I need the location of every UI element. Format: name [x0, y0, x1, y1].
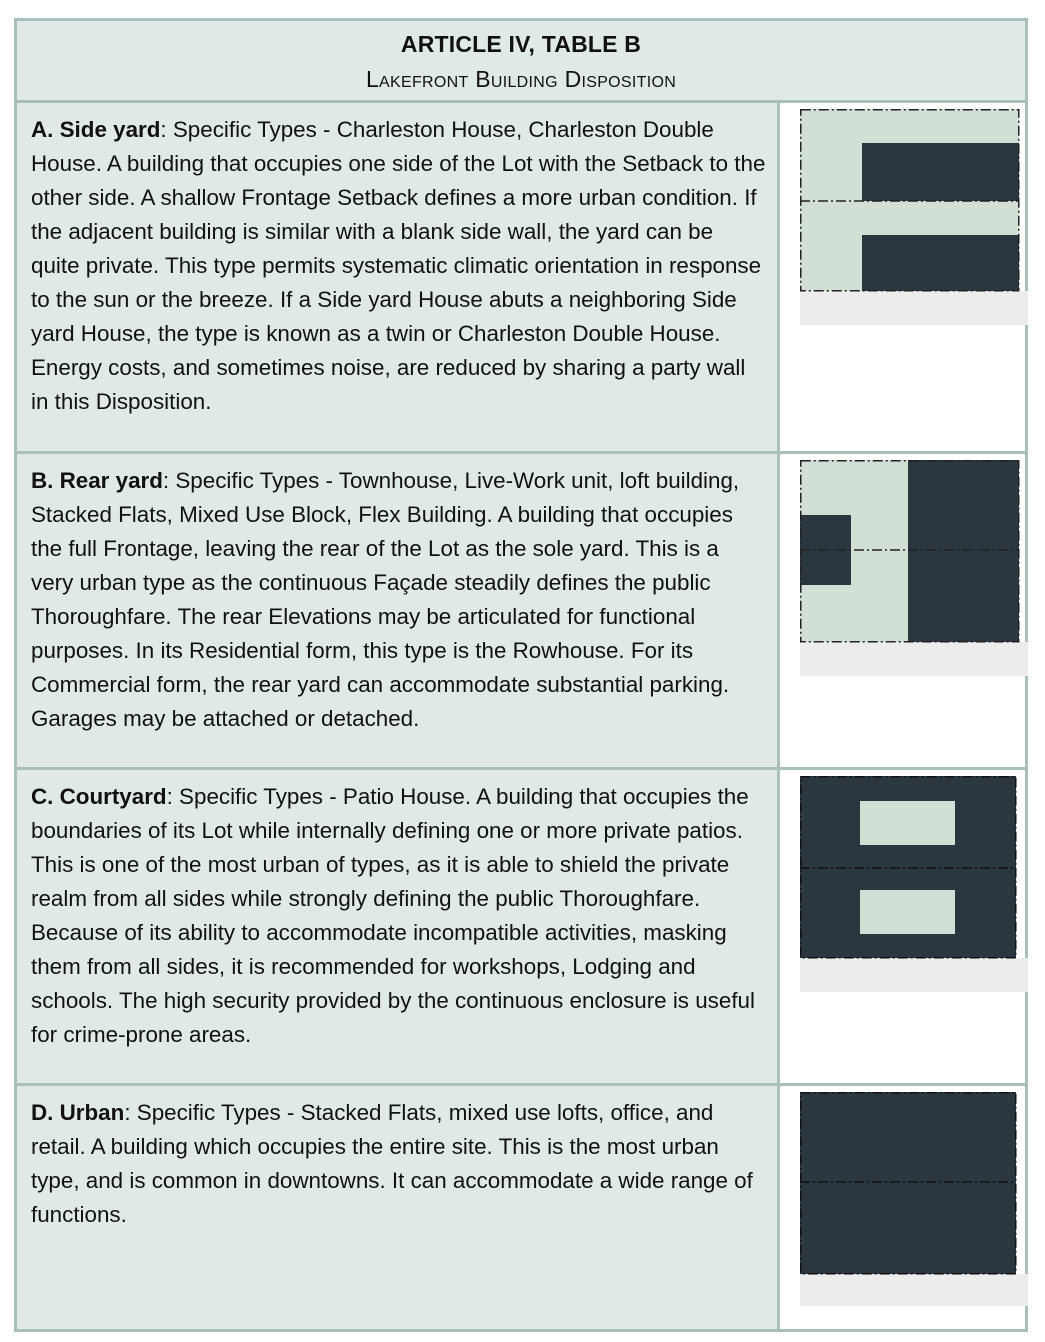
row-description: [17, 770, 780, 1083]
row-heading: A. Side yard: [31, 117, 161, 142]
disposition-table: [14, 18, 1028, 1332]
row-description: [17, 1086, 780, 1329]
courtyard-diagram: [780, 770, 1025, 1083]
table-header: [17, 21, 1025, 103]
table-subtitle: Lakefront Building Disposition: [365, 66, 677, 92]
urban-diagram: [780, 1086, 1025, 1329]
table-row-side-yard: [17, 103, 1025, 454]
row-description: [17, 454, 780, 767]
row-text: : Specific Types - Charleston House, Charleston Double House. A building that occupies one side of the Lot with the Setback to the other side. A shallow Frontage Setback defines a more urban condition. If the adjacent building is similar with a blank side wall, the yard can be quite private. This type permits systematic climatic orientation in response to the sun or the breeze. If a Side yard House abuts a neighboring Side yard House, the type is known as a twin or Charleston Double House. Energy costs, and sometimes noise, are reduced by sharing a party wall in this Disposition.: [31, 117, 766, 414]
table-row-rear-yard: [17, 454, 1025, 770]
table-title: ARTICLE IV, TABLE B: [400, 31, 642, 57]
row-heading: D. Urban: [31, 1100, 125, 1125]
table-row-courtyard: [17, 770, 1025, 1086]
row-text: : Specific Types - Patio House. A building that occupies the boundaries of its Lot while internally defining one or more private patios. This is one of the most urban of types, as it is able to shield the private realm from all sides while strongly defining the public Thoroughfare. Because of its ability to accommodate incompatible activities, masking them from all sides, it is recommended for workshops, Lodging and schools. The high security provided by the continuous enclosure is useful for crime-prone areas.: [31, 784, 755, 1047]
table-row-urban: [17, 1086, 1025, 1329]
row-heading: C. Courtyard: [31, 784, 167, 809]
side-yard-diagram: [780, 103, 1025, 451]
row-text: : Specific Types - Stacked Flats, mixed use lofts, office, and retail. A building which occupies the entire site. This is the most urban type, and is common in downtowns. It can accommodate a wide range of functions.: [31, 1100, 753, 1227]
rear-yard-diagram: [780, 454, 1025, 767]
row-heading: B. Rear yard: [31, 468, 163, 493]
row-text: : Specific Types - Townhouse, Live-Work unit, loft building, Stacked Flats, Mixed Use Block, Flex Building. A building that occupies the full Frontage, leaving the rear of the Lot as the sole yard. This is a very urban type as the continuous Façade steadily defines the public Thoroughfare. The rear Elevations may be articulated for functional purposes. In its Residential form, this type is the Rowhouse. For its Commercial form, the rear yard can accommodate substantial parking. Garages may be attached or detached.: [31, 468, 740, 731]
row-description: [17, 103, 780, 451]
